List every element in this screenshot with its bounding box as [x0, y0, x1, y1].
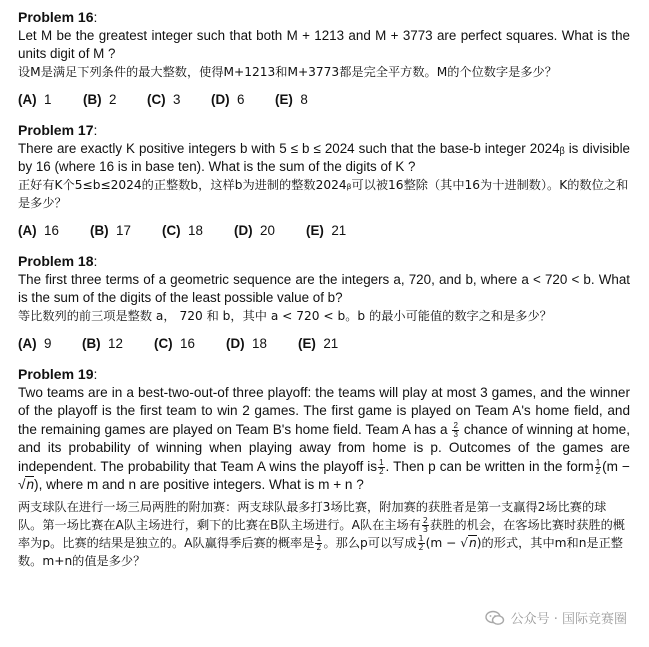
- choice-d: (D) 18: [226, 336, 267, 351]
- fraction-one-half: $\frac{1}{2}$: [595, 457, 601, 476]
- choice-c: (C) 3: [147, 92, 181, 107]
- problem-text-zh: 设M是满足下列条件的最大整数，使得M+1213和M+3773都是完全平方数。M的个位数字是多少？: [18, 65, 557, 79]
- fraction-one-half: $\frac{1}{2}$: [316, 534, 322, 553]
- problem-title: Problem 19:: [18, 366, 98, 382]
- problem-text-zh: 正好有K个5≤b≤2024的正整数b，这样b为进制的整数2024ᵦ可以被16整除（其中16为十进制数）。K的数位之和是多少？: [18, 178, 629, 210]
- problem-text-en: The first three terms of a geometric sequence are the integers a, 720, and b, where a < 720 < b. What is the sum of the digits of the least possible value of b?: [18, 272, 630, 305]
- choice-e: (E) 21: [298, 336, 339, 351]
- problem-text-en: Let M be the greatest integer such that both M + 1213 and M + 3773 are perfect squares. What is the units digit of M ?: [18, 28, 630, 61]
- problem-text-en: There are exactly K positive integers b with 5 ≤ b ≤ 2024 such that the base-b integer 2024ᵦ is divisible by 16 (where 16 is in base ten). What is the sum of the digits of K ?: [18, 141, 630, 174]
- choice-e: (E) 8: [275, 92, 308, 107]
- choice-b: (B) 12: [82, 336, 123, 351]
- problem-text-en: Two teams are in a best-two-out-of three playoff: the teams will play at most 3 games, and the winner of the playoff is the first team to win 2 games. The first game is played on Team A's home field, and the remaining games are played on Team B's home field. Team A has a $\frac{2}{3}$ chance of winning at home, and its probability of winning when playing away from home is p. Outcomes of the games are independent. The probability that Team A wins the playoff is $\frac{1}{2}$ . Then p can be written in the form $\frac{1}{2}$ (m − √n), where m and n are positive integers. What is m + n ?: [18, 385, 630, 493]
- fraction-one-half: $\frac{1}{2}$: [418, 534, 424, 553]
- fraction-one-half: $\frac{1}{2}$: [379, 457, 384, 476]
- choice-d: (D) 6: [211, 92, 245, 107]
- choice-d: (D) 20: [234, 223, 275, 238]
- problem-18: [18, 252, 630, 353]
- choice-b: (B) 17: [90, 223, 131, 238]
- choice-a: (A) 9: [18, 336, 52, 351]
- answer-choices: [18, 222, 630, 240]
- problem-title: Problem 18:: [18, 253, 98, 269]
- document-page: [18, 8, 630, 582]
- problem-title: Problem 16:: [18, 9, 98, 25]
- choice-c: (C) 16: [154, 336, 195, 351]
- wechat-icon: [485, 610, 505, 626]
- fraction-two-thirds: $\frac{2}{3}$: [422, 516, 428, 535]
- fraction-two-thirds: $\frac{2}{3}$: [453, 420, 458, 439]
- problem-title: Problem 17:: [18, 122, 98, 138]
- problem-text-zh: 等比数列的前三项是整数 a， 720 和 b，其中 a < 720 < b。b 的最小可能值的数字之和是多少？: [18, 309, 552, 323]
- choice-c: (C) 18: [162, 223, 203, 238]
- choice-a: (A) 16: [18, 223, 59, 238]
- answer-choices: [18, 335, 630, 353]
- watermark-text: 公众号 · 国际竞赛圈: [510, 612, 627, 627]
- watermark: [485, 608, 627, 627]
- problem-19: [18, 365, 630, 570]
- answer-choices: [18, 91, 630, 109]
- problem-text-zh: 两支球队在进行一场三局两胜的附加赛：两支球队最多打3场比赛，附加赛的获胜者是第一支赢得2场比赛的球队。第一场比赛在A队主场进行，剩下的比赛在B队主场进行。A队在主场有 $\frac{2}{3}$ 获胜的机会，在客场比赛时获胜的概率为p。比赛的结果是独立的。A队赢得季后赛的概率是 $\frac{1}{2}$ 。那么p可以写成 $\frac{1}{2}$ (m − √n)的形式，其中m和n是正整数。m+n的值是多少？: [18, 500, 625, 569]
- problem-16: [18, 8, 630, 109]
- choice-a: (A) 1: [18, 92, 52, 107]
- choice-e: (E) 21: [306, 223, 347, 238]
- problem-17: [18, 121, 630, 240]
- choice-b: (B) 2: [83, 92, 117, 107]
